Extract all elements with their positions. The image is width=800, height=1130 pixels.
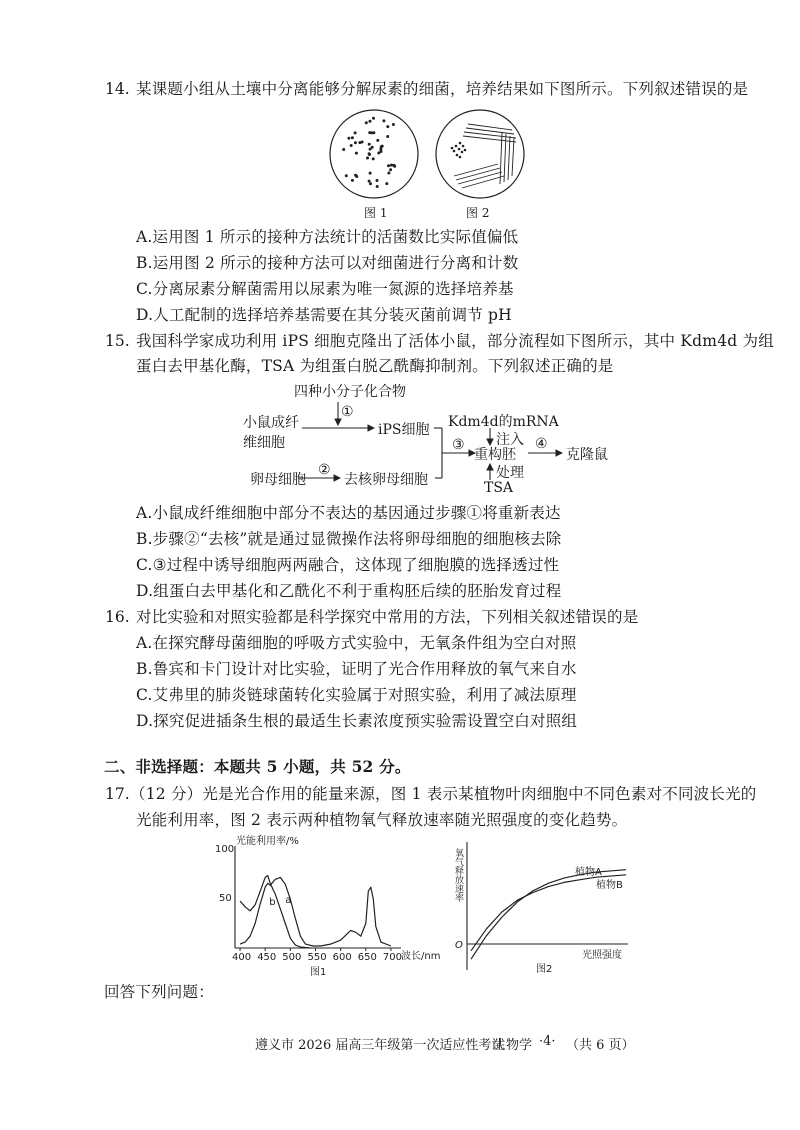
colony-dot [372,157,375,160]
colony-dot [376,139,379,142]
colony-dot [354,141,357,144]
footer-page-number: ·4· [539,1034,556,1049]
q14-fig2-petri-dish [434,108,526,200]
colony-dot [351,136,354,139]
colony-dot [386,125,389,128]
colony-dot [376,179,379,182]
colony-dot [390,164,393,167]
colony-dot [354,174,357,177]
q17-stem-line2: 光能利用率，图 2 表示两种植物氧气释放速率随光照强度的变化趋势。 [136,811,628,829]
fig1-ytick-50: 50 [219,893,232,904]
q16-number: 16. [105,608,130,626]
fig1-xtick: 700 [382,952,402,963]
footer-exam-title: 遵义市 2026 届高三年级第一次适应性考试 [255,1038,505,1053]
q17-number: 17. [105,785,130,803]
flow-inject: 注入 [496,432,524,448]
q15-stem-line2: 蛋白去甲基化酶，TSA 为组蛋白脱乙酰酶抑制剂。下列叙述正确的是 [136,357,614,375]
q15-option-b: B.步骤②“去核”就是通过显微操作法将卵母细胞的细胞核去除 [136,530,562,548]
fig1-xtick: 550 [307,952,327,963]
fig1-series-label-a: a [285,894,292,906]
q15-option-d: D.组蛋白去甲基化和乙酰化不利于重构胚后续的胚胎发育过程 [136,582,562,600]
colony-dot [347,137,350,140]
flow-clone-mouse: 克隆鼠 [566,447,608,463]
flow-ips-cell: iPS细胞 [378,422,430,438]
q15-option-c: C.③过程中诱导细胞两两融合，这体现了细胞膜的选择透过性 [136,556,560,574]
colony-dot [387,164,390,167]
q16-stem: 对比实验和对照实验都是科学探究中常用的方法，下列相关叙述错误的是 [136,608,639,626]
colony-dot [381,145,384,148]
fig2-origin-label: O [455,940,463,951]
q17-answer-prompt: 回答下列问题： [104,983,214,1001]
fig2-title: 图2 [536,964,553,975]
fig1-xlabel: 波长/nm [401,951,441,962]
colony-dot [368,152,371,155]
fig1-xtick: 600 [332,952,352,963]
colony-dot [355,152,358,155]
flow-reconstructed-embryo: 重构胚 [474,447,516,463]
flow-step2: ② [318,462,331,478]
q17-stem-line1: （12 分）光是光合作用的能量来源，图 1 表示某植物叶肉细胞中不同色素对不同波长光的 [130,785,757,803]
q16-option-b: B.鲁宾和卡门设计对比实验，证明了光合作用释放的氧气来自水 [136,660,577,678]
flow-step1: ① [341,404,354,420]
fig1-title: 图1 [310,967,327,978]
flow-treat: 处理 [496,465,524,481]
q14-option-b: B.运用图 2 所示的接种方法可以对细菌进行分离和计数 [136,254,519,272]
flow-compounds: 四种小分子化合物 [294,384,406,400]
fig2-legend-plant-a: 植物A [575,867,602,878]
footer-total-pages: （共 6 页） [566,1038,635,1053]
colony-dot [376,185,379,188]
q17-fig1-chart [205,832,455,980]
q14-stem: 某课题小组从土壤中分离能够分解尿素的细菌，培养结果如下图所示。下列叙述错误的是 [136,80,749,98]
q15-number: 15. [105,332,130,350]
colony-dot [392,123,395,126]
colony-dot [369,172,372,175]
colony-dot [351,179,354,182]
q14-option-c: C.分离尿素分解菌需用以尿素为唯一氮源的选择培养基 [136,280,514,298]
colony-dot [372,117,375,120]
fig2-legend-plant-b: 植物B [596,880,623,891]
colony-dot [369,182,372,185]
flow-fibroblast-line2: 维细胞 [243,435,285,451]
flow-step3: ③ [452,437,465,453]
flow-step4: ④ [535,436,548,452]
fig1-ylabel: 光能利用率/% [236,836,299,847]
q14-fig2-label: 图 2 [466,206,490,220]
fig1-xtick: 500 [282,952,302,963]
colony-dot [342,148,345,151]
colony-dot [382,119,385,122]
q14-option-d: D.人工配制的选择培养基需要在其分装灭菌前调节 pH [136,306,512,324]
section2-heading: 二、非选择题：本题共 5 小题，共 52 分。 [104,757,411,776]
footer-subject: 生物学 [493,1038,533,1053]
fig1-series-b [240,876,311,949]
fig1-xtick: 450 [257,952,277,963]
q16-option-a: A.在探究酵母菌细胞的呼吸方式实验中，无氧条件组为空白对照 [136,634,577,652]
colony-dot [370,131,373,134]
colony-dot [371,146,374,149]
fig1-xtick: 400 [232,952,252,963]
q17-fig2-chart [448,838,633,978]
q15-option-a: A.小鼠成纤维细胞中部分不表达的基因通过步骤①将重新表达 [136,504,561,522]
colony-dot [389,168,392,171]
colony-dot [358,141,361,144]
colony-dot [350,144,353,147]
colony-dot [380,150,383,153]
fig2-ylabel: 氧气释放速率 [453,848,463,902]
colony-dot [369,120,372,123]
colony-dot [368,180,371,183]
fig1-ytick-100: 100 [215,844,235,855]
fig1-xtick: 650 [357,952,377,963]
flow-fibroblast-line1: 小鼠成纤 [243,415,299,431]
flow-oocyte: 卵母细胞 [250,472,306,488]
fig1-series-a [240,877,391,946]
q14-fig1-label: 图 1 [364,206,388,220]
colony-dot [387,172,390,175]
q14-number: 14. [105,80,130,98]
q16-option-d: D.探究促进插条生根的最适生长素浓度预实验需设置空白对照组 [136,712,578,730]
q15-stem-line1: 我国科学家成功利用 iPS 细胞克隆出了活体小鼠，部分流程如下图所示，其中 Kdm4d 为组 [136,332,774,350]
colony-dot [385,182,388,185]
fig2-xlabel: 光照强度 [582,950,622,961]
colony-dot [366,157,369,160]
q16-option-c: C.艾弗里的肺炎链球菌转化实验属于对照实验，利用了减法原理 [136,686,577,704]
flow-enucleated-oocyte: 去核卵母细胞 [344,472,428,488]
q14-fig1-petri-dish [328,108,420,200]
colony-dot [354,131,357,134]
q14-option-a: A.运用图 1 所示的接种方法统计的活菌数比实际值偏低 [136,228,519,246]
flow-tsa: TSA [484,480,514,496]
colony-dot [345,174,348,177]
fig1-series-label-b: b [269,896,276,908]
colony-dot [386,135,389,138]
colony-dot [365,121,368,124]
flow-kdm4d-mrna: Kdm4d的mRNA [448,414,559,430]
colony-dot [368,143,371,146]
